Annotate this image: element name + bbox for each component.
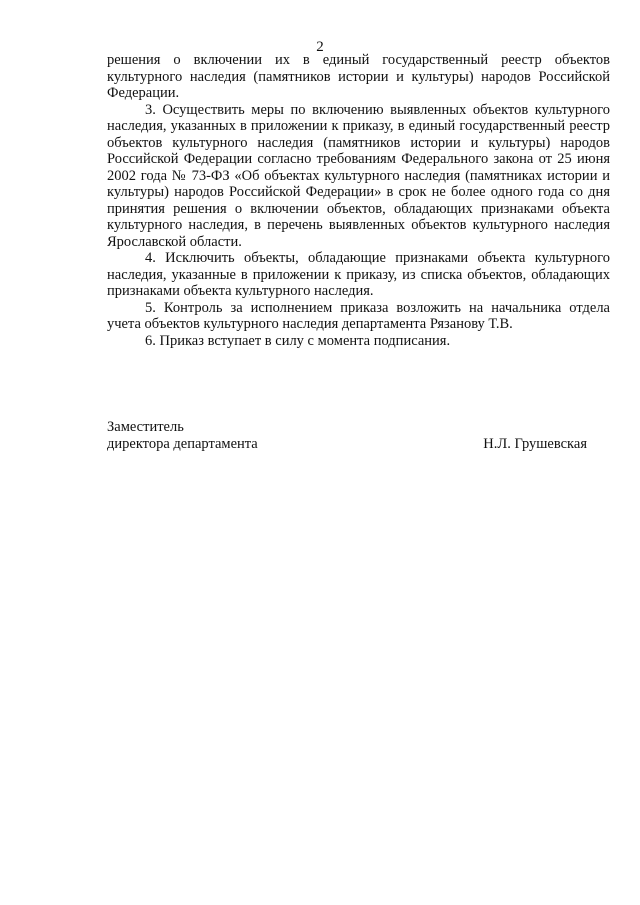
- paragraph-item-5: 5. Контроль за исполнением приказа возложить на начальника отдела учета объектов культурного наследия департамента Рязанову Т.В.: [107, 299, 610, 332]
- paragraph-item-3: 3. Осуществить меры по включению выявленных объектов культурного наследия, указанных в приложении к приказу, в единый государственный реестр объектов культурного наследия (памятников истории и культуры) народов Российской Федерации согласно требованиям Федерального закона от 25 июня 2002 года № 73-ФЗ «Об объектах культурного наследия (памятниках истории и культуры) народов Российской Федерации» в срок не более одного года со дня принятия решения о включении объектов, обладающих признаками объекта культурного наследия, в перечень выявленных объектов культурного наследия Ярославской области.: [107, 101, 610, 250]
- paragraph-item-6: 6. Приказ вступает в силу с момента подписания.: [145, 332, 451, 349]
- signatory-name: Н.Л. Грушевская: [483, 435, 587, 452]
- paragraph-item-4: 4. Исключить объекты, обладающие признаками объекта культурного наследия, указанные в приложении к приказу, из списка объектов, обладающих признаками объекта культурного наследия.: [107, 250, 610, 299]
- paragraph-continuation: решения о включении их в единый государственный реестр объектов культурного наследия (памятников истории и культуры) народов Российской Федерации.: [107, 52, 610, 101]
- signature-block: [107, 419, 587, 452]
- page-number: 2: [316, 39, 324, 55]
- signatory-position-line1: Заместитель: [107, 419, 184, 435]
- signature-row: [107, 436, 587, 453]
- document-body: [107, 52, 610, 349]
- signatory-position-line2: директора департамента: [107, 435, 258, 452]
